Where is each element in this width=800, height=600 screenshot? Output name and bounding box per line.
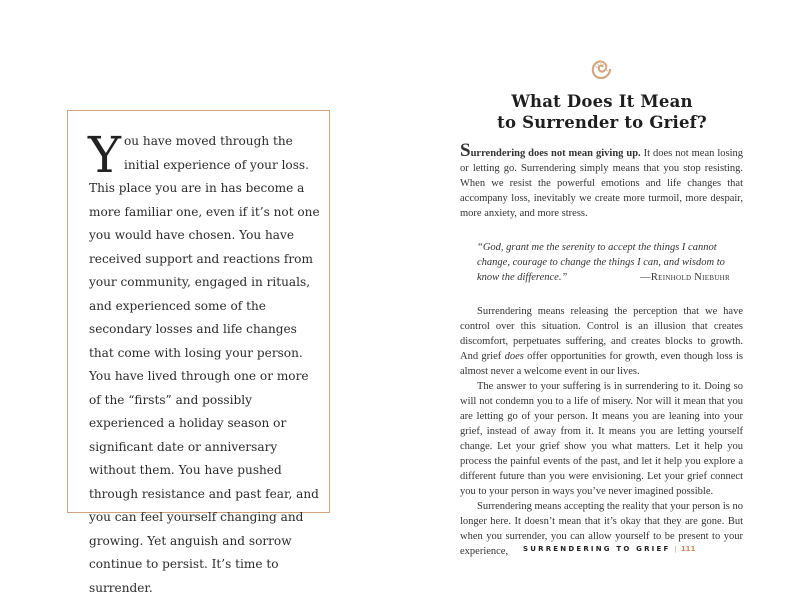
footer-separator: | [674, 545, 677, 553]
running-head: SURRENDERING TO GRIEF [523, 545, 671, 553]
serenity-quote [477, 240, 733, 285]
quote-attribution: —Reinhold Niebuhr [640, 272, 730, 283]
quote-text: “God, grant me the serenity to accept the things I cannot change, courage to change the things I can, and wisdom to know the difference.” [477, 242, 725, 283]
intro-text-box [67, 110, 330, 595]
paragraph-3: The answer to your suffering is in surrendering to it. Doing so will not condemn you to a life of misery. Nor will it mean that you are letting go of your person. It means you are leaning into your grief, instead of away from it. It means you are letting yourself change. Let your grief show you what matters. Let it help you process the painful events of the past, and let it help you explore a different future than you were envisioning. Let your grief connect you to your person in ways you’ve never imagined possible. [460, 381, 743, 497]
heading-line-1: What Does It Mean [511, 92, 693, 111]
paragraph-1-text: It does not mean losing or letting go. Surrendering simply means that you stop resisting. When we resist the powerful emotions and life changes that accompany loss, inevitably we create more turmoil, more despair, more anxiety, and more stress. [460, 148, 743, 219]
paragraph-1 [460, 140, 743, 221]
paragraph-2 [460, 304, 743, 379]
paragraph-2b: offer opportunities for growth, even though loss is almost never a welcome event in our lives. [460, 351, 743, 377]
paragraph-4: Surrendering means accepting the reality that your person is no longer here. It doesn’t mean that it’s okay that they are gone. But when you surrender, you can allow yourself to be present to your experience, [460, 501, 743, 557]
page-footer [523, 545, 743, 553]
lead-cap: S [460, 140, 471, 161]
body-text [460, 140, 743, 559]
paragraph-2-emphasis: does [504, 351, 524, 362]
section-heading [460, 91, 744, 133]
intro-text: ou have moved through the initial experience of your loss. This place you are in has become a more familiar one, even if it’s not one you would have chosen. You have received support and reactions from your community, engaged in rituals, and experienced some of the secondary losses and life changes that come with losing your person. You have lived through one or more of the “firsts” and possibly experienced a holiday season or significant date or anniversary without them. You have pushed through resistance and past fear, and you can feel yourself changing and growing. Yet anguish and sorrow continue to persist. It’s time to surrender. [89, 134, 320, 595]
nautilus-shell-icon [589, 57, 613, 81]
heading-line-2: to Surrender to Grief? [497, 113, 707, 132]
intro-paragraph [88, 126, 321, 600]
page-number: 111 [680, 545, 696, 553]
paragraph-2a: Surrendering means releasing the perception that we have control over this situation. Control is an illusion that creates discomfort, perpetuates suffering, and creates blocks to growth. And grief [460, 306, 743, 362]
lead-phrase: urrendering does not mean giving up. [470, 148, 641, 159]
intro-dropcap: Y [88, 126, 122, 184]
